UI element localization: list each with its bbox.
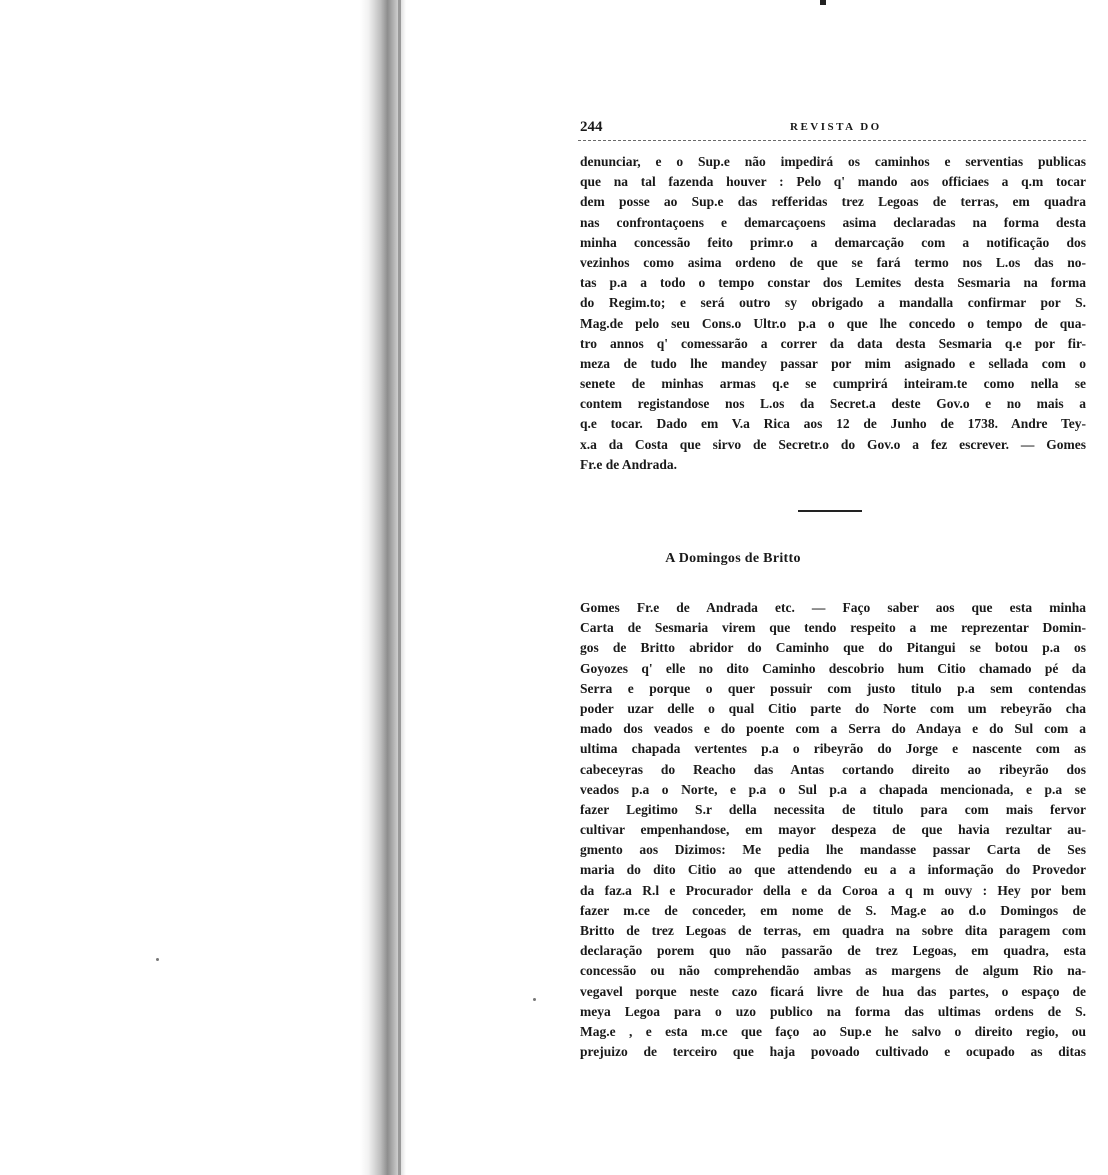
text-line: vegavel porque neste cazo ficará livre de hua das partes, o espaço de (580, 983, 1086, 999)
running-title: REVISTA DO (790, 121, 882, 133)
text-line: Mag.e , e esta m.ce que faço ao Sup.e he salvo o direito regio, ou (580, 1023, 1086, 1039)
print-mark (820, 0, 826, 5)
text-line: fazer Legitimo S.r della necessita de titulo para com mais fervor (580, 801, 1086, 817)
text-line: cultivar empenhandose, em mayor despeza de que havia rezultar au- (580, 822, 1086, 838)
text-line: dem posse ao Sup.e das refferidas trez Legoas de terras, em quadra (580, 194, 1086, 210)
page-header (578, 116, 1086, 140)
text-line: concessão ou não comprehendão ambas as margens de algum Rio na- (580, 963, 1086, 979)
text-line: tas p.a a todo o tempo constar dos Lemites desta Sesmaria na forma (580, 275, 1086, 291)
text-line: Carta de Sesmaria virem que tendo respeito a me reprezentar Domin- (580, 620, 1086, 636)
book-gutter-line (398, 0, 401, 1175)
text-line: da faz.a R.l e Procurador della e da Coroa a q m ouvy : Hey por bem (580, 882, 1086, 898)
text-line: do Regim.to; e será outro sy obrigado a mandalla confirmar por S. (580, 295, 1086, 311)
text-line: prejuizo de terceiro que haja povoado cultivado e ocupado as ditas (580, 1044, 1086, 1060)
section-title: A Domingos de Britto (665, 551, 801, 566)
text-line: gos de Britto abridor do Caminho que do Pitangui se botou p.a os (580, 640, 1086, 656)
text-line: fazer m.ce de conceder, em nome de S. Mag.e ao d.o Domingos de (580, 902, 1086, 918)
text-line: gmento aos Dizimos: Me pedia lhe mandasse passar Carta de Ses (580, 842, 1086, 858)
section-body (580, 598, 1086, 1062)
text-line: senete de minhas armas q.e se cumprirá inteiram.te como nella se (580, 376, 1086, 392)
text-line: nas confrontaçoens e demarcaçoens asima declaradas na forma desta (580, 214, 1086, 230)
text-line: q.e tocar. Dado em V.a Rica aos 12 de Junho de 1738. Andre Tey- (580, 416, 1086, 432)
text-line: denunciar, e o Sup.e não impedirá os caminhos e serventias publicas (580, 154, 1086, 169)
text-line: Gomes Fr.e de Andrada etc. — Faço saber aos que esta minha (580, 600, 1086, 615)
text-line: declaração porem quo não passarão de trez Legoas, em quadra, esta (580, 943, 1086, 959)
text-line: veados p.a o Norte, e p.a o Sul p.a a chapada mencionada, e p.a se (580, 781, 1086, 797)
text-line: Serra e porque o quer possuir com justo titulo p.a sem contendas (580, 680, 1086, 696)
text-line: ultima chapada vertentes p.a o ribeyrão do Jorge e nascente com as (580, 741, 1086, 757)
text-line: Mag.de pelo seu Cons.o Ultr.o p.a o que lhe concedo o tempo de qua- (580, 315, 1086, 331)
section-divider (798, 510, 862, 512)
text-line: vezinhos como asima ordeno de que se fará termo nos L.os das no- (580, 254, 1086, 270)
text-line: tro annos q' comessarão a correr da data desta Sesmaria q.e por fir- (580, 335, 1086, 351)
text-line: meya Legoa para o uzo publico na forma das ultimas ordens de S. (580, 1003, 1086, 1019)
text-line: minha concessão feito primr.o a demarcação com a notificação dos (580, 234, 1086, 250)
continuation-paragraph (580, 152, 1086, 475)
text-line: x.a da Costa que sirvo de Secretr.o do Gov.o a fez escrever. — Gomes (580, 436, 1086, 452)
header-rule (578, 140, 1086, 141)
paper-speck (156, 958, 159, 961)
text-line: Fr.e de Andrada. (580, 456, 678, 472)
text-line: meza de tudo lhe mandey passar por mim asignado e sellada com o (580, 355, 1086, 371)
paper-speck (533, 998, 536, 1001)
text-line: que na tal fazenda houver : Pelo q' mando aos officiaes a q.m tocar (580, 174, 1086, 190)
text-line: Goyozes q' elle no dito Caminho descobrio hum Citio chamado pé da (580, 660, 1086, 676)
text-line: Britto de trez Legoas de terras, em quadra na sobre dita paragem com (580, 923, 1086, 938)
text-line: contem registandose nos L.os da Secret.a deste Gov.o e no mais a (580, 396, 1086, 412)
text-line: maria do dito Citio ao que attendendo eu a a informação do Provedor (580, 862, 1086, 878)
text-line: cabeceyras do Reacho das Antas cortando direito ao ribeyrão dos (580, 761, 1086, 777)
text-line: mado dos veados e do poente com a Serra do Andaya e do Sul com a (580, 721, 1086, 737)
page-number: 244 (580, 119, 603, 135)
text-line: poder uzar delle o qual Citio parte do Norte com um rebeyrão cha (580, 700, 1086, 716)
